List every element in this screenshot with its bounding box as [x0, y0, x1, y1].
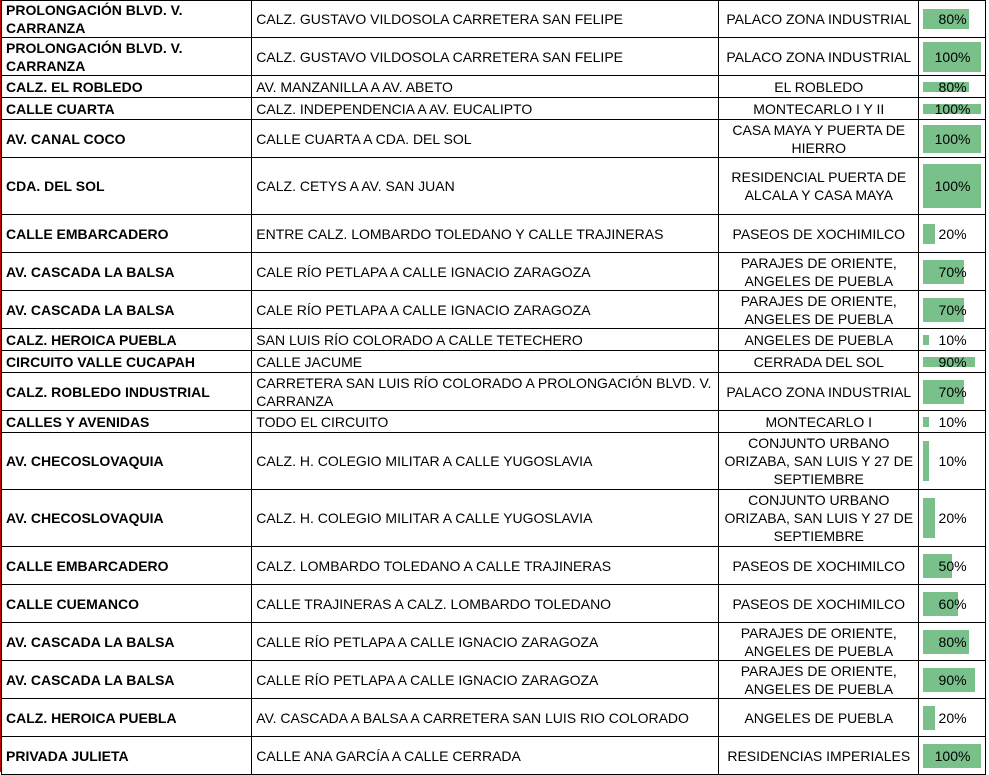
street-cell: AV. CANAL COCO: [2, 120, 252, 158]
progress-bar-wrap: [923, 158, 982, 214]
progress-label: 80%: [938, 633, 967, 650]
section-cell: CALZ. CETYS A AV. SAN JUAN: [252, 158, 719, 215]
progress-cell: [919, 98, 986, 120]
section-cell: AV. CASCADA A BALSA A CARRETERA SAN LUIS RIO COLORADO: [252, 699, 719, 737]
progress-bar-wrap: [923, 490, 982, 546]
progress-label: 10%: [938, 413, 967, 430]
progress-cell: [919, 291, 986, 329]
street-cell: CALZ. EL ROBLEDO: [2, 76, 252, 98]
table-row: [2, 120, 986, 158]
progress-bar-wrap: [923, 351, 982, 372]
progress-label: 20%: [938, 225, 967, 242]
street-cell: CALLE EMBARCADERO: [2, 547, 252, 585]
section-cell: CALE RÍO PETLAPA A CALLE IGNACIO ZARAGOZA: [252, 253, 719, 291]
colonia-cell: PASEOS DE XOCHIMILCO: [719, 215, 919, 253]
street-cell: CALZ. ROBLEDO INDUSTRIAL: [2, 373, 252, 411]
section-cell: CALZ. GUSTAVO VILDOSOLA CARRETERA SAN FELIPE: [252, 1, 719, 38]
progress-label: 100%: [934, 100, 971, 117]
table-row: [2, 547, 986, 585]
progress-label: 70%: [938, 263, 967, 280]
section-cell: CALLE ANA GARCÍA A CALLE CERRADA: [252, 737, 719, 775]
street-cell: AV. CASCADA LA BALSA: [2, 253, 252, 291]
progress-cell: [919, 737, 986, 775]
works-table-body: [2, 1, 986, 775]
colonia-cell: CASA MAYA Y PUERTA DE HIERRO: [719, 120, 919, 158]
table-row: [2, 215, 986, 253]
progress-bar-wrap: [923, 433, 982, 489]
street-cell: CIRCUITO VALLE CUCAPAH: [2, 351, 252, 373]
street-cell: AV. CASCADA LA BALSA: [2, 623, 252, 661]
progress-label: 100%: [934, 130, 971, 147]
progress-cell: [919, 373, 986, 411]
progress-cell: [919, 699, 986, 737]
street-cell: PRIVADA JULIETA: [2, 737, 252, 775]
section-cell: CALE RÍO PETLAPA A CALLE IGNACIO ZARAGOZA: [252, 291, 719, 329]
street-cell: PROLONGACIÓN BLVD. V. CARRANZA: [2, 1, 252, 38]
progress-bar-wrap: [923, 120, 982, 157]
colonia-cell: PARAJES DE ORIENTE, ANGELES DE PUEBLA: [719, 253, 919, 291]
spreadsheet: [1, 0, 986, 775]
table-row: [2, 623, 986, 661]
progress-bar-wrap: [923, 585, 982, 622]
section-cell: CALLE CUARTA A CDA. DEL SOL: [252, 120, 719, 158]
table-row: [2, 253, 986, 291]
section-cell: SAN LUIS RÍO COLORADO A CALLE TETECHERO: [252, 329, 719, 351]
colonia-cell: ANGELES DE PUEBLA: [719, 699, 919, 737]
progress-cell: [919, 38, 986, 76]
colonia-cell: PASEOS DE XOCHIMILCO: [719, 585, 919, 623]
progress-bar-wrap: [923, 547, 982, 584]
table-row: [2, 699, 986, 737]
section-cell: CALLE RÍO PETLAPA A CALLE IGNACIO ZARAGOZA: [252, 661, 719, 699]
progress-label: 80%: [938, 78, 967, 95]
colonia-cell: MONTECARLO I: [719, 411, 919, 433]
table-row: [2, 490, 986, 547]
table-row: [2, 351, 986, 373]
progress-cell: [919, 215, 986, 253]
colonia-cell: CONJUNTO URBANO ORIZABA, SAN LUIS Y 27 DE SEPTIEMBRE: [719, 490, 919, 547]
progress-label: 100%: [934, 747, 971, 764]
progress-cell: [919, 623, 986, 661]
progress-bar-wrap: [923, 76, 982, 97]
progress-cell: [919, 351, 986, 373]
progress-cell: [919, 433, 986, 490]
section-cell: ENTRE CALZ. LOMBARDO TOLEDANO Y CALLE TRAJINERAS: [252, 215, 719, 253]
colonia-cell: RESIDENCIAL PUERTA DE ALCALA Y CASA MAYA: [719, 158, 919, 215]
table-row: [2, 1, 986, 38]
progress-label: 70%: [938, 301, 967, 318]
progress-cell: [919, 120, 986, 158]
section-cell: CALLE TRAJINERAS A CALZ. LOMBARDO TOLEDANO: [252, 585, 719, 623]
street-cell: AV. CASCADA LA BALSA: [2, 291, 252, 329]
section-cell: TODO EL CIRCUITO: [252, 411, 719, 433]
colonia-cell: PASEOS DE XOCHIMILCO: [719, 547, 919, 585]
street-cell: CALLE CUEMANCO: [2, 585, 252, 623]
progress-cell: [919, 547, 986, 585]
progress-bar-wrap: [923, 623, 982, 660]
progress-label: 100%: [934, 48, 971, 65]
table-row: [2, 411, 986, 433]
progress-label: 90%: [938, 353, 967, 370]
table-row: [2, 433, 986, 490]
progress-cell: [919, 158, 986, 215]
table-row: [2, 76, 986, 98]
street-cell: CALZ. HEROICA PUEBLA: [2, 329, 252, 351]
colonia-cell: EL ROBLEDO: [719, 76, 919, 98]
section-cell: AV. MANZANILLA A AV. ABETO: [252, 76, 719, 98]
colonia-cell: PALACO ZONA INDUSTRIAL: [719, 1, 919, 38]
progress-label: 10%: [938, 331, 967, 348]
section-cell: CALZ. GUSTAVO VILDOSOLA CARRETERA SAN FELIPE: [252, 38, 719, 76]
table-row: [2, 585, 986, 623]
progress-cell: [919, 329, 986, 351]
progress-cell: [919, 411, 986, 433]
table-row: [2, 98, 986, 120]
progress-label: 70%: [938, 383, 967, 400]
colonia-cell: RESIDENCIAS IMPERIALES: [719, 737, 919, 775]
colonia-cell: PARAJES DE ORIENTE, ANGELES DE PUEBLA: [719, 623, 919, 661]
table-row: [2, 661, 986, 699]
colonia-cell: MONTECARLO I Y II: [719, 98, 919, 120]
table-row: [2, 38, 986, 76]
progress-bar-wrap: [923, 373, 982, 410]
progress-label: 60%: [938, 595, 967, 612]
progress-label: 80%: [938, 11, 967, 27]
colonia-cell: ANGELES DE PUEBLA: [719, 329, 919, 351]
section-cell: CARRETERA SAN LUIS RÍO COLORADO A PROLONGACIÓN BLVD. V. CARRANZA: [252, 373, 719, 411]
progress-bar-wrap: [923, 411, 982, 432]
colonia-cell: PARAJES DE ORIENTE, ANGELES DE PUEBLA: [719, 291, 919, 329]
progress-label: 50%: [938, 557, 967, 574]
colonia-cell: PARAJES DE ORIENTE, ANGELES DE PUEBLA: [719, 661, 919, 699]
progress-cell: [919, 585, 986, 623]
progress-bar-wrap: [923, 329, 982, 350]
colonia-cell: CERRADA DEL SOL: [719, 351, 919, 373]
progress-cell: [919, 253, 986, 291]
progress-bar-wrap: [923, 291, 982, 328]
progress-label: 100%: [934, 178, 971, 194]
section-cell: CALZ. LOMBARDO TOLEDANO A CALLE TRAJINERAS: [252, 547, 719, 585]
progress-cell: [919, 76, 986, 98]
progress-label: 20%: [938, 510, 967, 526]
progress-bar-wrap: [923, 98, 982, 119]
progress-bar-wrap: [923, 737, 982, 774]
colonia-cell: CONJUNTO URBANO ORIZABA, SAN LUIS Y 27 DE SEPTIEMBRE: [719, 433, 919, 490]
progress-bar-wrap: [923, 661, 982, 698]
section-cell: CALZ. H. COLEGIO MILITAR A CALLE YUGOSLAVIA: [252, 433, 719, 490]
table-row: [2, 737, 986, 775]
street-cell: CDA. DEL SOL: [2, 158, 252, 215]
progress-cell: [919, 1, 986, 38]
section-cell: CALLE JACUME: [252, 351, 719, 373]
section-cell: CALLE RÍO PETLAPA A CALLE IGNACIO ZARAGOZA: [252, 623, 719, 661]
street-cell: CALLE CUARTA: [2, 98, 252, 120]
table-row: [2, 158, 986, 215]
street-cell: AV. CHECOSLOVAQUIA: [2, 490, 252, 547]
section-cell: CALZ. H. COLEGIO MILITAR A CALLE YUGOSLAVIA: [252, 490, 719, 547]
street-cell: CALLES Y AVENIDAS: [2, 411, 252, 433]
progress-bar-wrap: [923, 253, 982, 290]
colonia-cell: PALACO ZONA INDUSTRIAL: [719, 373, 919, 411]
progress-bar-wrap: [923, 38, 982, 75]
table-row: [2, 373, 986, 411]
colonia-cell: PALACO ZONA INDUSTRIAL: [719, 38, 919, 76]
section-cell: CALZ. INDEPENDENCIA A AV. EUCALIPTO: [252, 98, 719, 120]
progress-cell: [919, 490, 986, 547]
progress-cell: [919, 661, 986, 699]
street-cell: CALZ. HEROICA PUEBLA: [2, 699, 252, 737]
progress-bar-wrap: [923, 215, 982, 252]
street-cell: AV. CASCADA LA BALSA: [2, 661, 252, 699]
progress-label: 20%: [938, 709, 967, 726]
progress-label: 90%: [938, 671, 967, 688]
street-cell: CALLE EMBARCADERO: [2, 215, 252, 253]
street-cell: PROLONGACIÓN BLVD. V. CARRANZA: [2, 38, 252, 76]
progress-label: 10%: [938, 453, 967, 469]
table-row: [2, 291, 986, 329]
progress-bar-wrap: [923, 699, 982, 736]
table-row: [2, 329, 986, 351]
works-table: [1, 0, 986, 775]
street-cell: AV. CHECOSLOVAQUIA: [2, 433, 252, 490]
progress-bar-wrap: [923, 1, 982, 37]
